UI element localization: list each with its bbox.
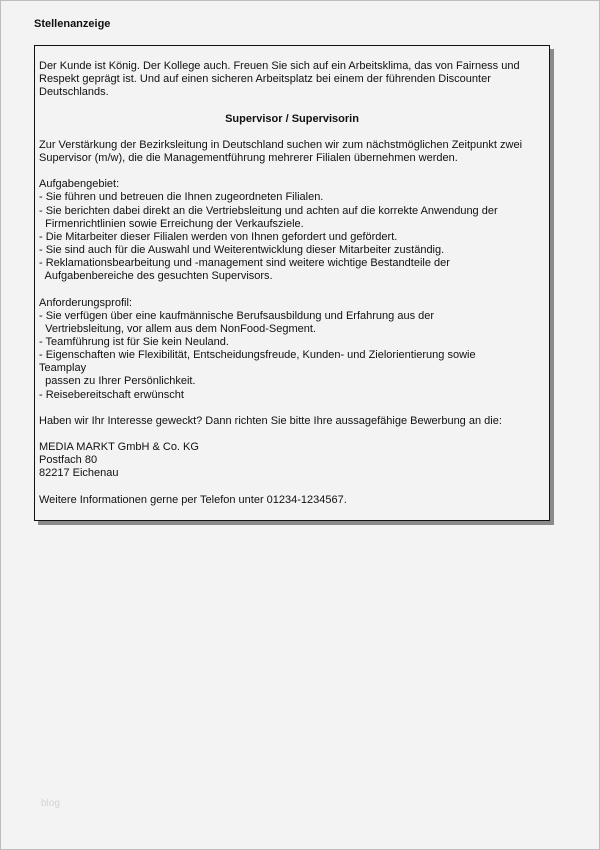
text-line: Teamplay <box>39 362 87 375</box>
text-line: Respekt geprägt ist. Und auf einen sicheren Arbeitsplatz bei einem der führenden Discounter <box>39 73 491 86</box>
text-line: Aufgabengebiet: <box>39 178 120 191</box>
text-line: Vertriebsleitung, vor allem aus dem NonFood-Segment. <box>39 322 316 335</box>
text-line: - Die Mitarbeiter dieser Filialen werden von Ihnen gefordert und gefördert. <box>39 230 398 243</box>
job-ad-box <box>34 45 550 521</box>
text-line <box>39 165 545 178</box>
text-line: Haben wir Ihr Interesse geweckt? Dann richten Sie bitte Ihre aussagefähige Bewerbung an die: <box>39 414 502 427</box>
page-heading: Stellenanzeige <box>34 18 111 30</box>
text-line <box>39 428 545 441</box>
text-line: Deutschlands. <box>39 86 109 99</box>
text-line: Der Kunde ist König. Der Kollege auch. Freuen Sie sich auf ein Arbeitsklima, das von Fairness und <box>39 60 520 72</box>
text-line <box>39 126 545 139</box>
job-title: Supervisor / Supervisorin <box>225 112 359 125</box>
text-line <box>39 283 545 296</box>
text-line <box>39 481 545 494</box>
text-line: Anforderungsprofil: <box>39 296 132 309</box>
text-line: Aufgabenbereiche des gesuchten Supervisors. <box>39 270 273 283</box>
watermark: blog <box>41 798 60 809</box>
text-line: - Sie verfügen über eine kaufmännische Berufsausbildung und Erfahrung aus der <box>39 309 435 322</box>
text-line: 82217 Eichenau <box>39 467 119 480</box>
text-line: - Reklamationsbearbeitung und -management sind weitere wichtige Bestandteile der <box>39 257 450 270</box>
text-line: - Sie führen und betreuen die Ihnen zugeordneten Filialen. <box>39 191 324 204</box>
text-line: Firmenrichtlinien sowie Erreichung der Verkaufsziele. <box>39 217 304 230</box>
text-line: Zur Verstärkung der Bezirksleitung in Deutschland suchen wir zum nächstmöglichen Zeitpunkt zwei <box>39 138 523 151</box>
text-line: - Eigenschaften wie Flexibilität, Entscheidungsfreude, Kunden- und Zielorientierung sowie <box>39 349 476 362</box>
text-line: - Sie berichten dabei direkt an die Vertriebsleitung und achten auf die korrekte Anwendung der <box>39 204 498 217</box>
text-line: - Sie sind auch für die Auswahl und Weiterentwicklung dieser Mitarbeiter zuständig. <box>39 243 445 256</box>
text-line: passen zu Ihrer Persönlichkeit. <box>39 375 196 388</box>
text-line: Postfach 80 <box>39 454 98 467</box>
text-line: Weitere Informationen gerne per Telefon unter 01234-1234567. <box>39 493 347 506</box>
text-line: MEDIA MARKT GmbH & Co. KG <box>39 441 199 454</box>
text-line: Supervisor (m/w), die die Managementführung mehrerer Filialen übernehmen werden. <box>39 151 458 164</box>
text-line <box>39 99 545 112</box>
text-line: - Teamführung ist für Sie kein Neuland. <box>39 335 229 348</box>
text-line: - Reisebereitschaft erwünscht <box>39 388 184 401</box>
text-line <box>39 402 545 415</box>
